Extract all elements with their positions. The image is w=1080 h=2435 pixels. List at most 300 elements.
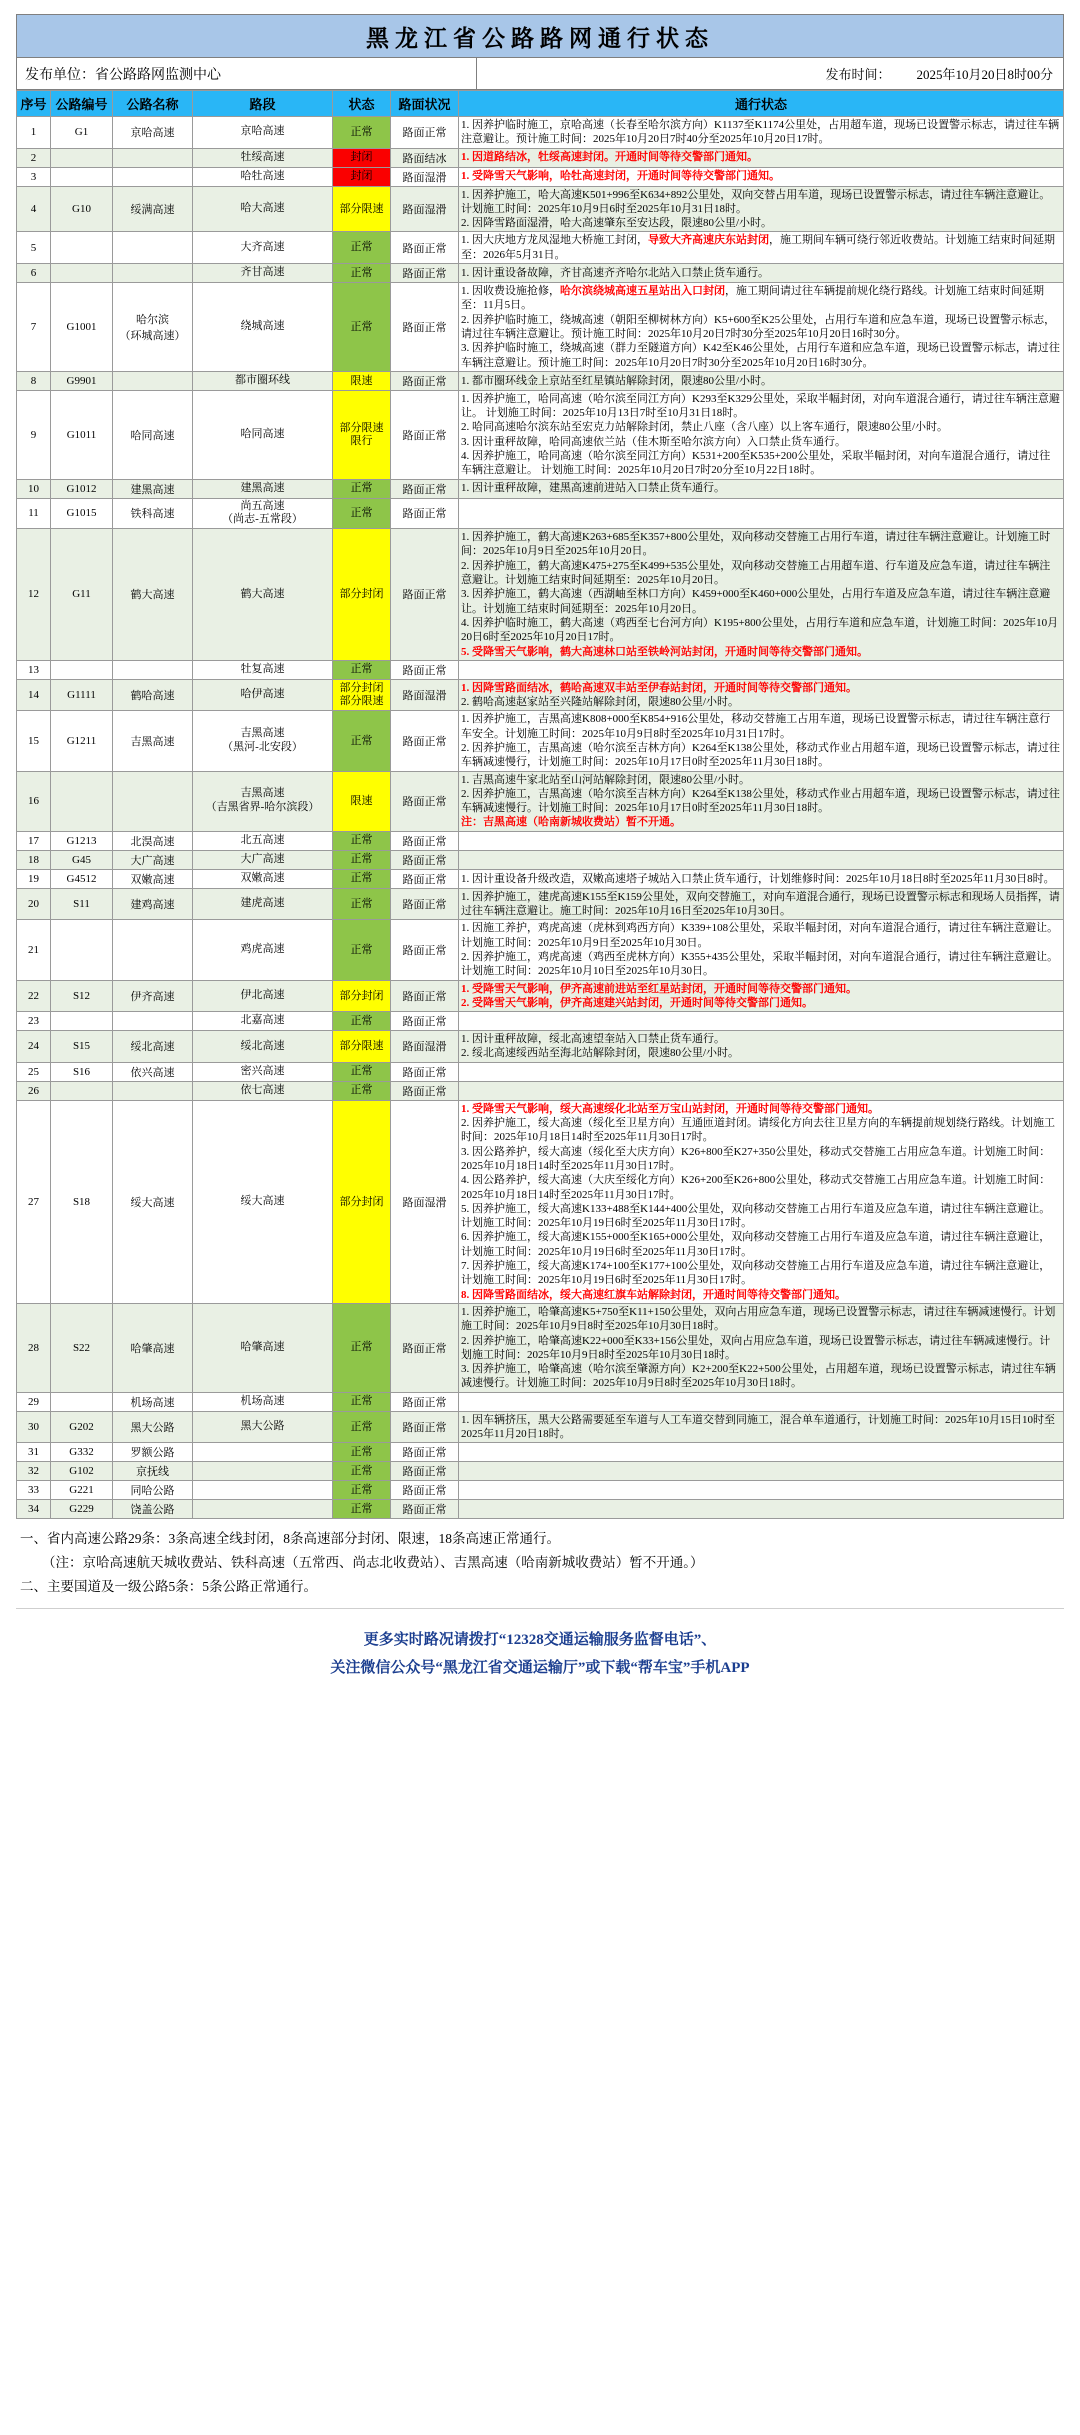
description-line: 3. 因计重秤故障，哈同高速依兰站（佳木斯至哈尔滨方向）入口禁止货车通行。 — [461, 435, 846, 448]
description-line: 2. 因养护施工，鸡虎高速（鸡西至虎林方向）K355+435公里处，采取半幅封闭，对向车道混合通行，请过往车辆注意避让。计划施工时间：2025年10月10日至2025年10月30日。 — [461, 950, 1059, 978]
col-header-code: 公路编号 — [51, 91, 113, 117]
road-code: G1211 — [51, 711, 113, 771]
road-surface: 路面正常 — [391, 1481, 459, 1500]
road-state: 限速 — [333, 771, 391, 831]
road-name — [113, 232, 193, 264]
road-description — [459, 117, 1064, 149]
row-index: 3 — [17, 167, 51, 186]
road-name — [113, 371, 193, 390]
alert-highlight: 导致大齐高速庆东站封闭 — [648, 234, 769, 247]
road-surface: 路面正常 — [391, 390, 459, 479]
row-index: 11 — [17, 498, 51, 529]
row-index: 12 — [17, 529, 51, 661]
road-state: 正常 — [333, 1062, 391, 1081]
row-index: 4 — [17, 186, 51, 232]
row-index: 25 — [17, 1062, 51, 1081]
road-surface: 路面正常 — [391, 711, 459, 771]
description-line: 7. 因养护施工，绥大高速K174+100至K177+100公里处，双向移动交替施工占用行车道及应急车道，请过往车辆注意避让，计划施工时间：2025年10月19日6时至2025年11月30日17时。 — [461, 1260, 1051, 1287]
row-index: 30 — [17, 1411, 51, 1443]
row-index: 21 — [17, 920, 51, 980]
row-index: 18 — [17, 850, 51, 869]
row-index: 29 — [17, 1392, 51, 1411]
table-row — [17, 1443, 1064, 1462]
table-row — [17, 283, 1064, 372]
table-row — [17, 232, 1064, 264]
road-name: 吉黑高速 — [113, 711, 193, 771]
road-surface: 路面正常 — [391, 232, 459, 264]
road-name — [113, 148, 193, 167]
road-code: G9901 — [51, 371, 113, 390]
road-name: 鹤哈高速 — [113, 679, 193, 711]
road-segment: 鸡虎高速 — [193, 920, 333, 980]
alert-highlight: 哈尔滨绕城高速五星站出入口封闭 — [560, 285, 725, 298]
road-name: 哈尔滨 （环城高速） — [113, 283, 193, 372]
road-segment: 机场高速 — [193, 1392, 333, 1411]
col-header-name: 公路名称 — [113, 91, 193, 117]
table-row — [17, 167, 1064, 186]
road-code: G1011 — [51, 390, 113, 479]
summary-note-line: 二、主要国道及一级公路5条：5条公路正常通行。 — [20, 1578, 317, 1594]
row-index: 19 — [17, 869, 51, 888]
description-line: 1. 因车辆挤压，黑大公路需要延至车道与人工车道交替到同施工，混合单车道通行，计划施工时间：2025年10月15日10时至2025年11月20日18时。 — [461, 1413, 1055, 1440]
footer-divider — [16, 1608, 1064, 1609]
road-state: 部分限速 — [333, 1031, 391, 1063]
description-line: 1. 因计重设备故障，齐甘高速齐齐哈尔北站入口禁止货车通行。 — [461, 266, 769, 279]
table-row — [17, 1031, 1064, 1063]
footer-contact — [16, 1627, 1064, 1683]
road-segment: 齐甘高速 — [193, 264, 333, 283]
road-description — [459, 390, 1064, 479]
road-code: G1 — [51, 117, 113, 149]
road-code: S18 — [51, 1100, 113, 1303]
road-description — [459, 1031, 1064, 1063]
road-name — [113, 920, 193, 980]
row-index: 1 — [17, 117, 51, 149]
road-surface: 路面正常 — [391, 1392, 459, 1411]
road-name: 绥满高速 — [113, 186, 193, 232]
road-code: G332 — [51, 1443, 113, 1462]
road-name: 建黑高速 — [113, 479, 193, 498]
description-line: 5. 因养护施工，绥大高速K133+488至K144+400公里处，双向移动交替施工占用行车道及应急车道，请过往车辆注意避让。计划施工时间：2025年10月19日6时至2025年11月30日17时。 — [461, 1202, 1051, 1230]
road-code: G1015 — [51, 498, 113, 529]
footer-line-1: 更多实时路况请拨打“12328交通运输服务监督电话”、 — [363, 1632, 717, 1649]
table-row — [17, 371, 1064, 390]
road-code: G102 — [51, 1462, 113, 1481]
road-segment: 都市圈环线 — [193, 371, 333, 390]
road-segment: 鹤大高速 — [193, 529, 333, 661]
table-row — [17, 1303, 1064, 1392]
table-row — [17, 831, 1064, 850]
road-name: 绥大高速 — [113, 1100, 193, 1303]
road-surface: 路面正常 — [391, 850, 459, 869]
description-line: 3. 因养护施工，哈肇高速（哈尔滨至肇源方向）K2+200至K22+500公里处，占用超车道，现场已设置警示标志，请过往车辆减速慢行。计划施工时间：2025年10月9日8时至2025年10月30日18时。 — [461, 1363, 1056, 1390]
table-row — [17, 1392, 1064, 1411]
road-segment: 北嘉高速 — [193, 1012, 333, 1031]
road-state: 正常 — [333, 869, 391, 888]
road-code — [51, 660, 113, 679]
table-head — [17, 91, 1064, 117]
road-segment: 大齐高速 — [193, 232, 333, 264]
row-index: 22 — [17, 980, 51, 1012]
road-state: 正常 — [333, 660, 391, 679]
road-segment — [193, 1481, 333, 1500]
row-index: 34 — [17, 1500, 51, 1519]
road-state: 正常 — [333, 711, 391, 771]
road-state: 正常 — [333, 1303, 391, 1392]
road-code: G10 — [51, 186, 113, 232]
road-description — [459, 1392, 1064, 1411]
road-segment: 黑大公路 — [193, 1411, 333, 1443]
road-segment — [193, 1462, 333, 1481]
road-state: 部分封闭 — [333, 529, 391, 661]
description-line: 1. 因道路结冰，牡绥高速封闭。开通时间等待交警部门通知。 — [461, 151, 758, 164]
description-line: 2. 哈同高速哈尔滨东站至宏克力站解除封闭，禁止八座（含八座）以上客车通行，限速80公里/小时。 — [461, 421, 949, 434]
road-surface: 路面正常 — [391, 660, 459, 679]
road-state: 正常 — [333, 1411, 391, 1443]
road-name: 鹤大高速 — [113, 529, 193, 661]
table-body — [17, 117, 1064, 1519]
road-code — [51, 167, 113, 186]
road-surface: 路面正常 — [391, 888, 459, 920]
description-line: 1. 因计重设备升级改造，双嫩高速塔子城站入口禁止货车通行，计划维修时间：2025年10月18日8时至2025年11月30日8时。 — [461, 872, 1055, 885]
road-description — [459, 1481, 1064, 1500]
road-segment: 牡复高速 — [193, 660, 333, 679]
table-row — [17, 1081, 1064, 1100]
table-row — [17, 1012, 1064, 1031]
road-segment: 哈大高速 — [193, 186, 333, 232]
table-row — [17, 711, 1064, 771]
description-line: 6. 因养护施工，绥大高速K155+000至K165+000公里处，双向移动交替施工占用行车道及应急车道，请过往车辆注意避让，计划施工时间：2025年10月19日6时至2025年11月30日17时。 — [461, 1231, 1051, 1258]
road-code: G11 — [51, 529, 113, 661]
road-code: G1001 — [51, 283, 113, 372]
summary-note-line: 一、省内高速公路29条：3条高速全线封闭，8条高速部分封闭、限速，18条高速正常通行。 — [20, 1531, 560, 1547]
road-state: 部分封闭 部分限速 — [333, 679, 391, 711]
description-line: 1. 因养护临时施工，京哈高速（长春至哈尔滨方向）K1137至K1174公里处，占用超车道，现场已设置警示标志，请过往车辆注意避让。预计施工时间：2025年10月20日7时40分至2025年10月20日17时。 — [461, 119, 1060, 146]
road-segment: 密兴高速 — [193, 1062, 333, 1081]
road-surface: 路面正常 — [391, 371, 459, 390]
road-description — [459, 1443, 1064, 1462]
row-index: 15 — [17, 711, 51, 771]
road-segment — [193, 1500, 333, 1519]
description-line: 1. 受降雪天气影响，哈牡高速封闭，开通时间等待交警部门通知。 — [461, 170, 780, 183]
description-line: 3. 因养护临时施工，绕城高速（群力至隧道方向）K42至K46公里处，占用行车道和应急车道，现场已设置警示标志，请过往车辆注意避让。预计施工时间：2025年10月20日7时30分至2025年10月20日16时30分。 — [461, 342, 1060, 369]
road-segment: 北五高速 — [193, 831, 333, 850]
road-segment: 双嫩高速 — [193, 869, 333, 888]
road-code: S12 — [51, 980, 113, 1012]
road-state: 封闭 — [333, 167, 391, 186]
road-segment: 依七高速 — [193, 1081, 333, 1100]
road-name: 饶盖公路 — [113, 1500, 193, 1519]
table-row — [17, 771, 1064, 831]
road-description — [459, 660, 1064, 679]
road-description — [459, 148, 1064, 167]
road-surface: 路面湿滑 — [391, 186, 459, 232]
road-description — [459, 529, 1064, 661]
road-code — [51, 232, 113, 264]
road-surface: 路面正常 — [391, 1303, 459, 1392]
road-state: 正常 — [333, 850, 391, 869]
road-state: 正常 — [333, 1081, 391, 1100]
description-line: 1. 因降雪路面结冰，鹤哈高速双丰站至伊春站封闭，开通时间等待交警部门通知。 — [461, 681, 857, 694]
road-description — [459, 1500, 1064, 1519]
description-line: 2. 因养护施工，鹤大高速K475+275至K499+535公里处，双向移动交替施工占用超车道、行车道及应急车道，请过往车辆注意避让。计划施工结束时间延期至：2025年10月20日。 — [461, 559, 1051, 587]
road-name — [113, 167, 193, 186]
road-state: 正常 — [333, 1443, 391, 1462]
table-row — [17, 117, 1064, 149]
table-row — [17, 920, 1064, 980]
description-line: 1. 因收费设施抢修，哈尔滨绕城高速五星站出入口封闭，施工期间请过往车辆提前规化绕行路线。计划施工结束时间延期至：11月5日。 — [461, 285, 1044, 312]
road-surface: 路面正常 — [391, 264, 459, 283]
road-state: 正常 — [333, 831, 391, 850]
description-line: 2. 因降雪路面湿滑，哈大高速肇东至安达段，限速80公里/小时。 — [461, 217, 773, 230]
table-row — [17, 529, 1064, 661]
road-description — [459, 831, 1064, 850]
road-segment: 建黑高速 — [193, 479, 333, 498]
road-surface: 路面结冰 — [391, 148, 459, 167]
road-state: 正常 — [333, 920, 391, 980]
table-row — [17, 869, 1064, 888]
road-surface: 路面正常 — [391, 1500, 459, 1519]
road-code: S16 — [51, 1062, 113, 1081]
page-title: 黑龙江省公路路网通行状态 — [366, 25, 714, 51]
description-line: 2. 因养护施工，绥大高速（绥化至卫星方向）互通匝道封闭。请绥化方向去往卫星方向的车辆提前规划绕行路线。计划施工时间：2025年10月18日14时至2025年11月30日17时。 — [461, 1117, 1055, 1144]
road-description — [459, 679, 1064, 711]
road-code: G221 — [51, 1481, 113, 1500]
description-line: 4. 因养护临时施工，鹤大高速（鸡西至七台河方向）K195+800公里处，占用行车道和应急车道，计划施工时间：2025年10月20日6时至2025年10月20日17时。 — [461, 616, 1059, 644]
road-segment: 绥大高速 — [193, 1100, 333, 1303]
road-name: 大广高速 — [113, 850, 193, 869]
road-code: S11 — [51, 888, 113, 920]
road-description — [459, 167, 1064, 186]
road-description — [459, 920, 1064, 980]
col-header-description: 通行状态 — [459, 91, 1064, 117]
road-segment: 牡绥高速 — [193, 148, 333, 167]
road-description — [459, 283, 1064, 372]
row-index: 33 — [17, 1481, 51, 1500]
table-row — [17, 980, 1064, 1012]
road-state: 封闭 — [333, 148, 391, 167]
road-name: 机场高速 — [113, 1392, 193, 1411]
road-name: 北淏高速 — [113, 831, 193, 850]
road-surface: 路面正常 — [391, 117, 459, 149]
road-code — [51, 1012, 113, 1031]
road-state: 正常 — [333, 498, 391, 529]
description-line: 2. 受降雪天气影响，伊齐高速建兴站封闭，开通时间等待交警部门通知。 — [461, 996, 813, 1009]
table-row — [17, 679, 1064, 711]
row-index: 6 — [17, 264, 51, 283]
description-line: 1. 因养护施工，哈同高速（哈尔滨至同江方向）K293至K329公里处，采取半幅封闭，对向车道混合通行，请过往车辆注意避让。 计划施工时间：2025年10月13日7时至10月31日18时。 — [461, 392, 1060, 420]
road-name — [113, 771, 193, 831]
road-name — [113, 1012, 193, 1031]
publish-time — [477, 58, 1063, 89]
row-index: 9 — [17, 390, 51, 479]
road-state: 正常 — [333, 232, 391, 264]
road-state: 部分限速 限行 — [333, 390, 391, 479]
road-surface: 路面正常 — [391, 1411, 459, 1443]
row-index: 32 — [17, 1462, 51, 1481]
row-index: 27 — [17, 1100, 51, 1303]
road-state: 正常 — [333, 1500, 391, 1519]
road-surface: 路面正常 — [391, 283, 459, 372]
road-name: 铁科高速 — [113, 498, 193, 529]
description-line: 1. 因大庆地方龙凤湿地大桥施工封闭，导致大齐高速庆东站封闭，施工期间车辆可绕行邻近收费站。计划施工结束时间延期至：2026年5月31日。 — [461, 234, 1055, 261]
road-surface: 路面正常 — [391, 529, 459, 661]
road-description — [459, 850, 1064, 869]
description-line: 3. 因公路养护，绥大高速（绥化至大庆方向）K26+800至K27+350公里处，移动式交替施工占用应急车道。计划施工时间：2025年10月18日14时至2025年11月30日17时。 — [461, 1145, 1051, 1172]
row-index: 17 — [17, 831, 51, 850]
description-line: 2. 因养护临时施工，绕城高速（朝阳至柳树林方向）K5+600至K25公里处，占用行车道和应急车道，现场已设置警示标志，请过往车辆注意避让。预计施工时间：2025年10月20日7时30分至2025年10月20日16时30分。 — [461, 313, 1056, 340]
table-row — [17, 850, 1064, 869]
road-name: 绥北高速 — [113, 1031, 193, 1063]
description-line: 2. 因养护施工，哈肇高速K22+000至K33+156公里处，双向占用应急车道，现场已设置警示标志，请过往车辆减速慢行。计划施工时间：2025年10月9日8时至2025年10月30日18时。 — [461, 1334, 1051, 1361]
row-index: 28 — [17, 1303, 51, 1392]
road-segment: 哈伊高速 — [193, 679, 333, 711]
description-line: 1. 因养护施工，哈大高速K501+996至K634+892公里处，双向交替占用车道，现场已设置警示标志，请过往车辆注意避让。计划施工时间：2025年10月9日6时至2025年10月31日18时。 — [461, 188, 1051, 215]
road-state: 正常 — [333, 264, 391, 283]
road-code: S22 — [51, 1303, 113, 1392]
road-state: 部分封闭 — [333, 980, 391, 1012]
road-surface: 路面正常 — [391, 831, 459, 850]
col-header-state: 状态 — [333, 91, 391, 117]
road-state: 正常 — [333, 888, 391, 920]
description-line: 1. 吉黑高速牛家北站至山河站解除封闭，限速80公里/小时。 — [461, 773, 751, 786]
road-name: 哈同高速 — [113, 390, 193, 479]
table-row — [17, 264, 1064, 283]
description-line: 1. 都市圈环线金上京站至红星镇站解除封闭，限速80公里/小时。 — [461, 374, 773, 387]
road-name: 黑大公路 — [113, 1411, 193, 1443]
table-row — [17, 1481, 1064, 1500]
road-segment: 哈肇高速 — [193, 1303, 333, 1392]
road-status-table — [16, 90, 1064, 1519]
road-code: G45 — [51, 850, 113, 869]
road-surface: 路面正常 — [391, 869, 459, 888]
road-state: 正常 — [333, 479, 391, 498]
row-index: 26 — [17, 1081, 51, 1100]
road-description — [459, 888, 1064, 920]
description-line: 2. 因养护施工，吉黑高速（哈尔滨至吉林方向）K264至K138公里处，移动式作业占用超车道，现场已设置警示标志，请过往车辆减速慢行，计划施工时间：2025年10月17日0时至2025年11月30日18时。 — [461, 742, 1060, 769]
road-segment: 伊北高速 — [193, 980, 333, 1012]
road-surface: 路面正常 — [391, 1443, 459, 1462]
road-name: 同哈公路 — [113, 1481, 193, 1500]
road-name: 哈肇高速 — [113, 1303, 193, 1392]
table-row — [17, 498, 1064, 529]
road-surface: 路面湿滑 — [391, 1031, 459, 1063]
road-segment: 吉黑高速 （黑河-北安段） — [193, 711, 333, 771]
summary-notes — [16, 1527, 1064, 1598]
road-description — [459, 371, 1064, 390]
road-surface: 路面正常 — [391, 1081, 459, 1100]
row-index: 14 — [17, 679, 51, 711]
road-segment: 尚五高速 （尚志-五常段） — [193, 498, 333, 529]
road-code — [51, 1392, 113, 1411]
row-index: 10 — [17, 479, 51, 498]
road-description — [459, 1012, 1064, 1031]
table-row — [17, 1462, 1064, 1481]
row-index: 5 — [17, 232, 51, 264]
road-surface: 路面湿滑 — [391, 167, 459, 186]
description-line: 1. 因计重秤故障，绥北高速望奎站入口禁止货车通行。 — [461, 1033, 725, 1046]
road-segment: 哈同高速 — [193, 390, 333, 479]
publisher-bar — [16, 58, 1064, 90]
description-line: 4. 因公路养护，绥大高速（大庆至绥化方向）K26+200至K26+800公里处，移动式交替施工占用应急车道。计划施工时间：2025年10月18日14时至2025年11月30日17时。 — [461, 1174, 1051, 1201]
road-segment: 绥北高速 — [193, 1031, 333, 1063]
road-code: G4512 — [51, 869, 113, 888]
road-code: S15 — [51, 1031, 113, 1063]
description-line: 1. 因养护施工，鹤大高速K263+685至K357+800公里处，双向移动交替施工占用行车道，请过往车辆注意避让。计划施工时间：2025年10月9日至2025年10月20日。 — [461, 531, 1051, 558]
description-line: 2. 绥北高速绥西站至海北站解除封闭，限速80公里/小时。 — [461, 1047, 740, 1060]
table-row — [17, 1100, 1064, 1303]
row-index: 2 — [17, 148, 51, 167]
road-description — [459, 479, 1064, 498]
road-segment: 哈牡高速 — [193, 167, 333, 186]
road-description — [459, 498, 1064, 529]
road-name — [113, 264, 193, 283]
road-surface: 路面正常 — [391, 479, 459, 498]
road-name: 双嫩高速 — [113, 869, 193, 888]
road-segment: 大广高速 — [193, 850, 333, 869]
table-row — [17, 1062, 1064, 1081]
publish-time-label: 发布时间： — [825, 67, 891, 82]
road-code — [51, 920, 113, 980]
road-description — [459, 1411, 1064, 1443]
publish-time-value: 2025年10月20日8时00分 — [916, 67, 1053, 82]
col-header-no: 序号 — [17, 91, 51, 117]
table-row — [17, 1411, 1064, 1443]
description-line: 5. 受降雪天气影响，鹤大高速林口站至铁岭河站封闭，开通时间等待交警部门通知。 — [461, 645, 868, 658]
road-description — [459, 186, 1064, 232]
road-state: 限速 — [333, 371, 391, 390]
road-code — [51, 1081, 113, 1100]
table-row — [17, 390, 1064, 479]
description-line: 1. 因养护施工，吉黑高速K808+000至K854+916公里处，移动交替施工占用车道，现场已设置警示标志，请过往车辆注意行车安全。计划施工时间：2025年10月9日8时至2025年10月31日17时。 — [461, 713, 1051, 740]
description-line: 注：吉黑高速（哈南新城收费站）暂不开通。 — [461, 816, 681, 829]
road-segment: 吉黑高速 （吉黑省界-哈尔滨段） — [193, 771, 333, 831]
description-line: 1. 受降雪天气影响，绥大高速绥化北站至万宝山站封闭，开通时间等待交警部门通知。 — [461, 1102, 879, 1115]
road-state: 部分封闭 — [333, 1100, 391, 1303]
description-line: 1. 因养护施工，哈肇高速K5+750至K11+150公里处，双向占用应急车道，现场已设置警示标志，请过往车辆减速慢行。计划施工时间：2025年10月9日8时至2025年10月30日18时。 — [461, 1305, 1056, 1333]
description-line: 3. 因养护施工，鹤大高速（西湖岫至林口方向）K459+000至K460+000公里处，占用行车道及应急车道，请过往车辆注意避让。计划施工结束时间延期至：2025年10月20日。 — [461, 588, 1051, 615]
road-description — [459, 1081, 1064, 1100]
row-index: 20 — [17, 888, 51, 920]
road-surface: 路面正常 — [391, 980, 459, 1012]
row-index: 31 — [17, 1443, 51, 1462]
description-line: 8. 因降雪路面结冰，绥大高速红旗车站解除封闭，开通时间等待交警部门通知。 — [461, 1288, 846, 1301]
col-header-surface: 路面状况 — [391, 91, 459, 117]
road-state: 部分限速 — [333, 186, 391, 232]
row-index: 7 — [17, 283, 51, 372]
road-description — [459, 1303, 1064, 1392]
road-description — [459, 264, 1064, 283]
table-row — [17, 660, 1064, 679]
road-name: 伊齐高速 — [113, 980, 193, 1012]
row-index: 16 — [17, 771, 51, 831]
road-surface: 路面湿滑 — [391, 1100, 459, 1303]
description-line: 1. 因计重秤故障，建黑高速前进站入口禁止货车通行。 — [461, 482, 725, 495]
road-description — [459, 869, 1064, 888]
road-description — [459, 771, 1064, 831]
road-description — [459, 1462, 1064, 1481]
road-code — [51, 148, 113, 167]
description-line: 1. 受降雪天气影响，伊齐高速前进站至红星站封闭，开通时间等待交警部门通知。 — [461, 982, 857, 995]
road-code — [51, 771, 113, 831]
table-row — [17, 1500, 1064, 1519]
road-name: 建鸡高速 — [113, 888, 193, 920]
road-surface: 路面正常 — [391, 1462, 459, 1481]
description-line: 1. 因施工养护，鸡虎高速（虎林到鸡西方向）K339+108公里处，采取半幅封闭，对向车道混合通行，请过往车辆注意避让。计划施工时间：2025年10月9日至2025年10月30日。 — [461, 922, 1059, 949]
description-line: 2. 鹤哈高速赵家站至兴隆站解除封闭，限速80公里/小时。 — [461, 696, 740, 709]
road-description — [459, 1100, 1064, 1303]
road-description — [459, 711, 1064, 771]
